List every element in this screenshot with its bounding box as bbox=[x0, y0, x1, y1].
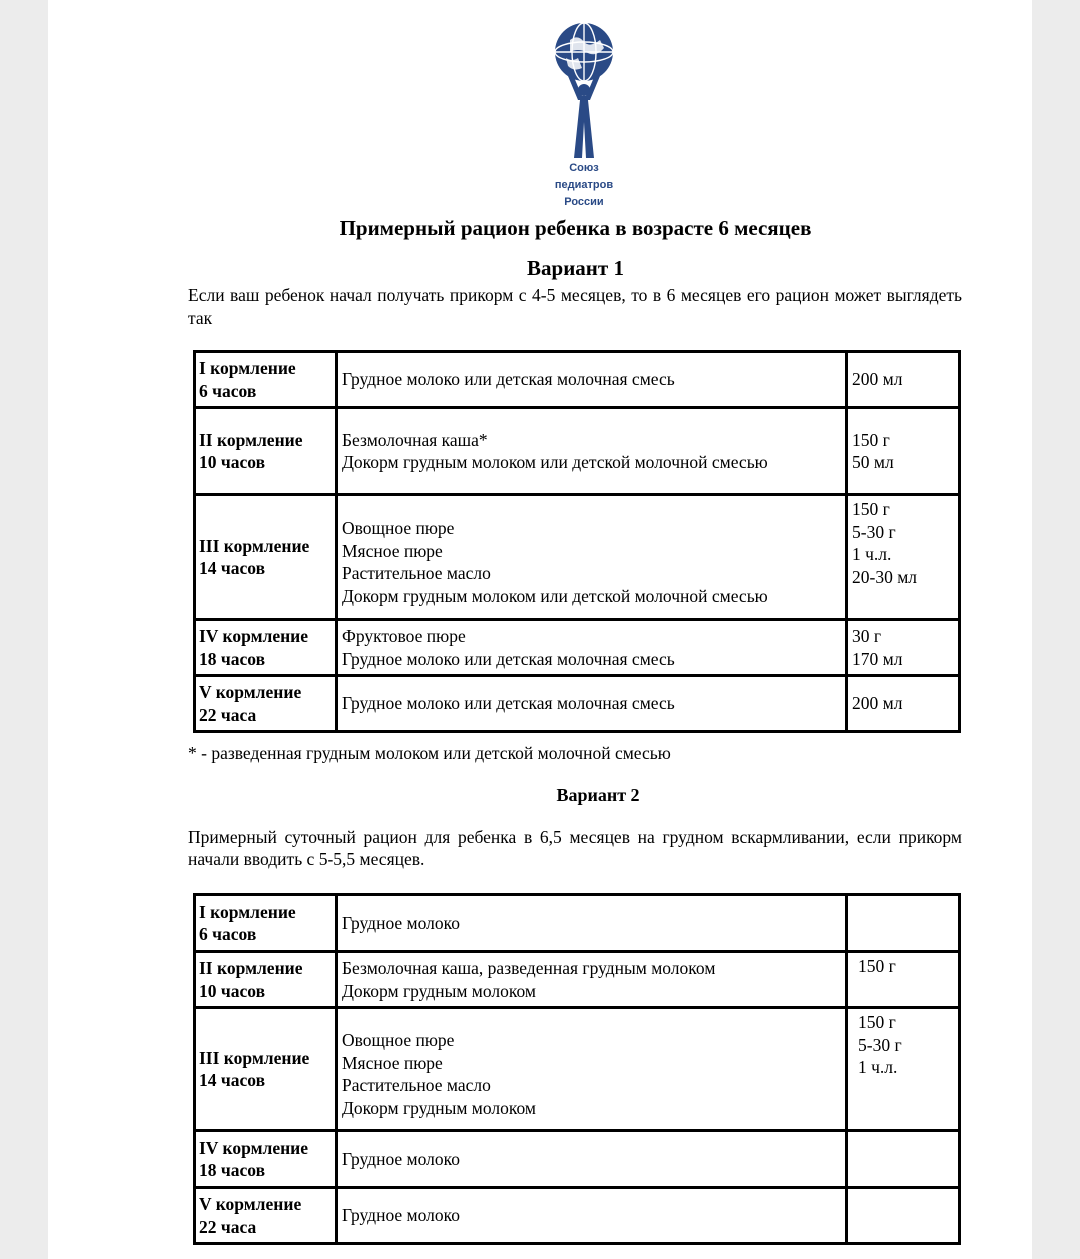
table-row bbox=[195, 352, 960, 408]
variant-2-table bbox=[193, 893, 961, 1245]
amount-item: 170 мл bbox=[852, 648, 903, 669]
amount-cell bbox=[847, 495, 960, 620]
feeding-time: 10 часов bbox=[199, 452, 266, 472]
amount-item: 150 г bbox=[858, 1012, 896, 1032]
amount-cell bbox=[847, 1188, 960, 1244]
food-item: Грудное молоко или детская молочная смесь bbox=[342, 369, 675, 390]
amount-item: 20-30 мл bbox=[852, 566, 918, 587]
feeding-time: 6 часов bbox=[199, 380, 257, 401]
foods-cell bbox=[337, 1008, 847, 1131]
variant-1-heading: Вариант 1 bbox=[527, 256, 624, 280]
amount-item: 5-30 г bbox=[852, 521, 896, 542]
document-page bbox=[48, 0, 1032, 1259]
table-row bbox=[195, 1188, 960, 1244]
feeding-time: 18 часов bbox=[199, 1160, 266, 1180]
table-row bbox=[195, 676, 960, 732]
amount-item: 1 ч.л. bbox=[858, 1057, 898, 1077]
feeding-label: III кормление bbox=[199, 1047, 310, 1068]
globe-person-icon bbox=[548, 18, 620, 168]
feeding-time: 6 часов bbox=[199, 924, 257, 944]
feeding-cell bbox=[195, 352, 337, 408]
food-item: Докорм грудным молоком или детской молочной смесью bbox=[342, 452, 768, 472]
table-row bbox=[195, 495, 960, 620]
food-item: Фруктовое пюре bbox=[342, 626, 466, 646]
food-item: Растительное масло bbox=[342, 563, 491, 583]
foods-cell bbox=[337, 952, 847, 1008]
amount-cell bbox=[847, 1131, 960, 1188]
food-item: Безмолочная каша, разведенная грудным молоком bbox=[342, 958, 716, 978]
feeding-time: 18 часов bbox=[199, 648, 266, 669]
table-row bbox=[195, 408, 960, 495]
logo-text-line-3: России bbox=[564, 196, 604, 208]
food-item: Грудное молоко bbox=[342, 912, 460, 933]
table-row bbox=[195, 895, 960, 952]
logo-text-line-2: педиатров bbox=[554, 179, 614, 191]
page-title: Примерный рацион ребенка в возрасте 6 месяцев bbox=[339, 216, 812, 240]
feeding-time: 10 часов bbox=[199, 980, 266, 1001]
table-row bbox=[195, 952, 960, 1008]
feeding-cell bbox=[195, 408, 337, 495]
amount-cell bbox=[847, 676, 960, 732]
variant-1-footnote: * - разведенная грудным молоком или детской молочной смесью bbox=[188, 743, 671, 763]
feeding-time: 14 часов bbox=[199, 558, 266, 578]
feeding-cell bbox=[195, 952, 337, 1008]
food-item: Грудное молоко bbox=[342, 1205, 460, 1226]
feeding-cell bbox=[195, 895, 337, 952]
foods-cell bbox=[337, 1131, 847, 1188]
amount-item: 1 ч.л. bbox=[852, 544, 892, 564]
foods-cell bbox=[337, 495, 847, 620]
food-item: Овощное пюре bbox=[342, 1030, 455, 1050]
amount-item: 150 г bbox=[852, 429, 890, 450]
feeding-label: II кормление bbox=[199, 429, 303, 450]
food-item: Безмолочная каша* bbox=[342, 429, 488, 450]
feeding-label: II кормление bbox=[199, 958, 303, 978]
feeding-label: IV кормление bbox=[199, 1137, 309, 1158]
amount-item: 150 г bbox=[858, 956, 896, 976]
variant-2-heading: Вариант 2 bbox=[556, 785, 640, 805]
logo-text-line-1: Союз bbox=[569, 162, 599, 174]
feeding-label: V кормление bbox=[199, 682, 302, 702]
foods-cell bbox=[337, 620, 847, 676]
amount-item: 150 г bbox=[852, 499, 890, 519]
amount-cell bbox=[847, 620, 960, 676]
foods-cell bbox=[337, 676, 847, 732]
amount-cell bbox=[847, 352, 960, 408]
feeding-time: 22 часа bbox=[199, 1216, 257, 1237]
table-row bbox=[195, 1131, 960, 1188]
amount-item: 30 г bbox=[852, 626, 882, 646]
amount-cell bbox=[847, 1008, 960, 1131]
feeding-label: IV кормление bbox=[199, 626, 309, 646]
feeding-label: I кормление bbox=[199, 358, 296, 378]
feeding-cell bbox=[195, 620, 337, 676]
feeding-label: I кормление bbox=[199, 901, 296, 922]
amount-item: 200 мл bbox=[852, 693, 903, 714]
feeding-cell bbox=[195, 1188, 337, 1244]
food-item: Докорм грудным молоком bbox=[342, 980, 536, 1001]
amount-item: 200 мл bbox=[852, 369, 903, 390]
feeding-cell bbox=[195, 676, 337, 732]
food-item: Грудное молоко bbox=[342, 1148, 460, 1169]
feeding-cell bbox=[195, 1131, 337, 1188]
variant-1-table bbox=[193, 350, 961, 733]
feeding-time: 22 часа bbox=[199, 704, 257, 725]
amount-cell bbox=[847, 952, 960, 1008]
food-item: Грудное молоко или детская молочная смесь bbox=[342, 648, 675, 669]
feeding-label: V кормление bbox=[199, 1194, 302, 1214]
foods-cell bbox=[337, 352, 847, 408]
table-row bbox=[195, 1008, 960, 1131]
feeding-cell bbox=[195, 495, 337, 620]
amount-item: 5-30 г bbox=[858, 1034, 902, 1055]
foods-cell bbox=[337, 1188, 847, 1244]
feeding-cell bbox=[195, 1008, 337, 1131]
table-row bbox=[195, 620, 960, 676]
food-item: Мясное пюре bbox=[342, 540, 443, 561]
food-item: Овощное пюре bbox=[342, 518, 455, 538]
amount-cell bbox=[847, 408, 960, 495]
food-item: Докорм грудным молоком bbox=[342, 1097, 536, 1118]
variant-1-intro: Если ваш ребенок начал получать прикорм с 4-5 месяцев, то в 6 месяцев его рацион может выглядеть так bbox=[188, 285, 962, 328]
food-item: Грудное молоко или детская молочная смесь bbox=[342, 693, 675, 714]
food-item: Докорм грудным молоком или детской молочной смесью bbox=[342, 585, 768, 606]
amount-item: 50 мл bbox=[852, 452, 894, 472]
foods-cell bbox=[337, 895, 847, 952]
feeding-time: 14 часов bbox=[199, 1070, 266, 1090]
foods-cell bbox=[337, 408, 847, 495]
union-of-pediatricians-logo bbox=[548, 18, 620, 214]
food-item: Мясное пюре bbox=[342, 1052, 443, 1073]
feeding-label: III кормление bbox=[199, 535, 310, 556]
amount-cell bbox=[847, 895, 960, 952]
variant-2-intro: Примерный суточный рацион для ребенка в 6,5 месяцев на грудном вскармливании, если прикорм начали вводить с 5-5,5 месяцев. bbox=[188, 827, 962, 869]
food-item: Растительное масло bbox=[342, 1075, 491, 1095]
